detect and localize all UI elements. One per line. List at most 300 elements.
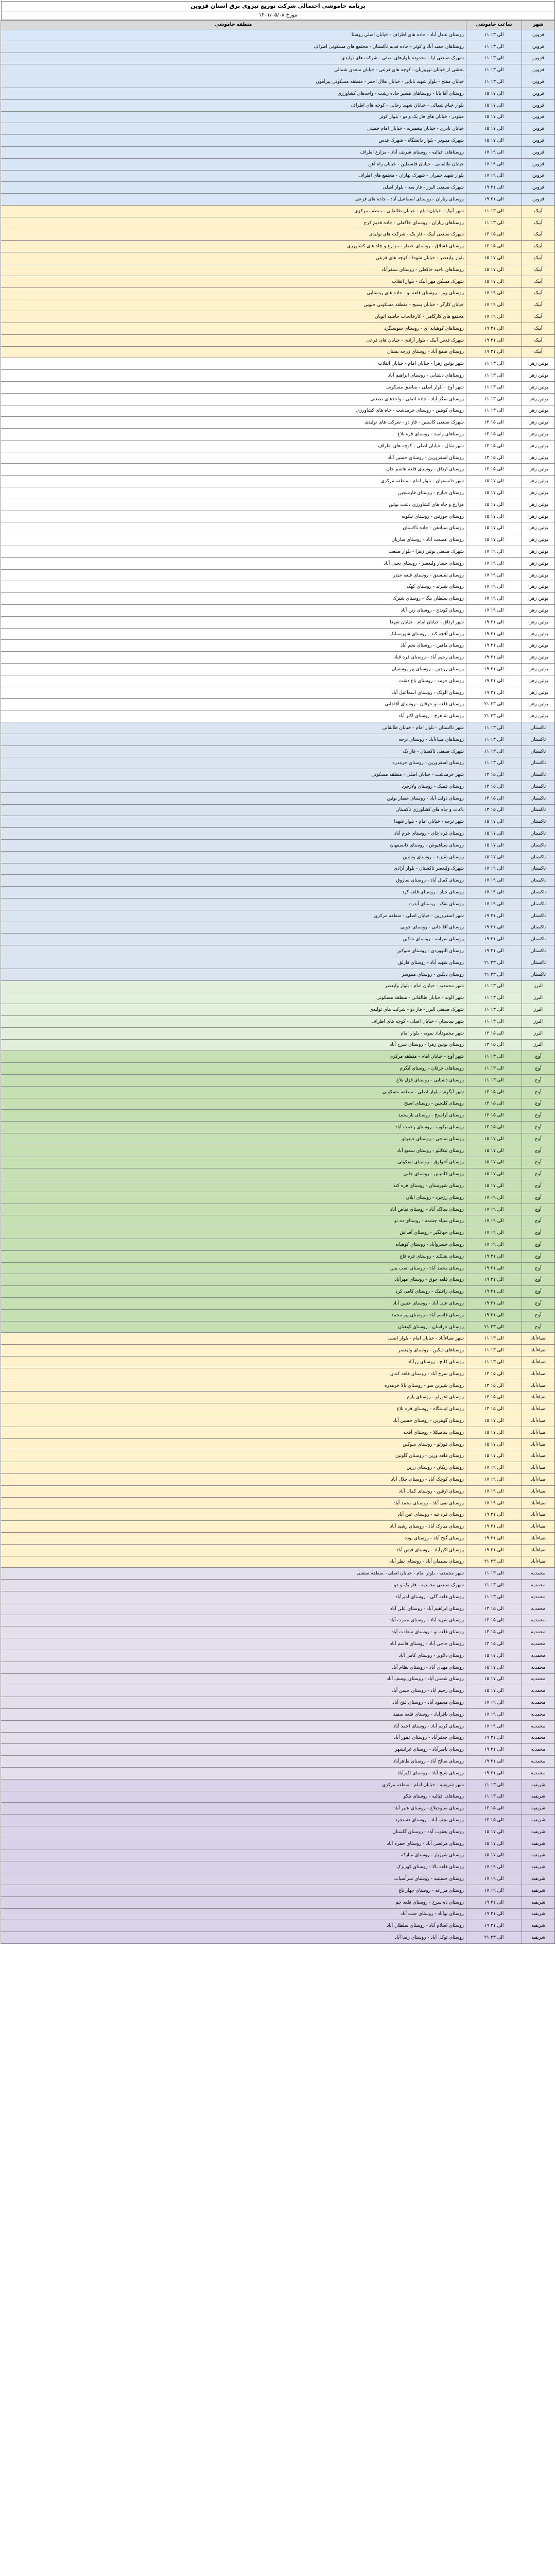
area-cell: روستای دولت آباد - روستای حصار بوئین [1,792,466,804]
city-cell: تاکستان [522,792,555,804]
table-row [1,111,555,123]
time-cell: ۱۹ الی ۲۱ [466,1533,522,1545]
time-cell: ۱۳ الی ۱۵ [466,464,522,476]
table-row [1,499,555,511]
city-cell: آوج [522,1204,555,1215]
table-row [1,158,555,170]
column-header-area: منطقه خاموشی [1,21,466,29]
area-cell: روستای سیاه چشمه - روستای ده نو [1,1215,466,1227]
time-cell: ۱۹ الی ۲۱ [466,910,522,922]
city-cell: بوئین زهرا [522,652,555,664]
time-cell: ۱۱ الی ۱۳ [466,1015,522,1027]
table-row [1,992,555,1004]
area-cell: روستای نوآباد - روستای جنت آباد [1,1908,466,1920]
city-cell: محمدیه [522,1626,555,1638]
time-cell: ۱۹ الی ۲۱ [466,323,522,334]
table-row [1,605,555,617]
table-row [1,487,555,499]
city-cell: محمدیه [522,1591,555,1603]
table-row [1,123,555,135]
city-cell: آوج [522,1239,555,1251]
area-cell: شهر آبگرم - بلوار اصلی - منطقه مسکونی [1,1086,466,1098]
area-cell: روستای یعقوب آباد - روستای گلستان [1,1826,466,1838]
city-cell: البرز [522,1015,555,1027]
area-cell: روستای قره چای - روستای خرم آباد [1,828,466,840]
area-cell: روستای آقا جانی - روستای خونی [1,922,466,934]
table-row [1,1145,555,1157]
city-cell: شریفیه [522,1850,555,1861]
city-cell: محمدیه [522,1615,555,1626]
city-cell: قزوین [522,158,555,170]
city-cell: قزوین [522,76,555,88]
area-cell: روستای قشلاق - روستای حصار - مزارع و چاه های کشاورزی [1,241,466,252]
time-cell: ۱۷ الی ۱۹ [466,1720,522,1732]
city-cell: بوئین زهرا [522,429,555,440]
table-row [1,804,555,816]
area-cell: روستاهای خرقان - روستای آبگرم [1,1063,466,1075]
time-cell: ۱۹ الی ۲۱ [466,640,522,652]
area-cell: روستای کوهین - روستای خرمدشت - چاه های کشاورزی [1,405,466,417]
city-cell: آبیک [522,241,555,252]
time-cell: ۲۱ الی ۲۳ [466,699,522,710]
area-cell: روستای ناصرآباد - روستای ایرانشهر [1,1744,466,1756]
table-row [1,1133,555,1145]
table-row [1,182,555,194]
city-cell: آبیک [522,205,555,217]
area-cell: روستای ایستگاه - روستای قره بلاغ [1,1403,466,1415]
time-cell: ۱۱ الی ۱۳ [466,53,522,64]
table-row [1,1732,555,1744]
table-row [1,1438,555,1450]
area-cell: شهر آوج - خیابان امام - منطقه مرکزی [1,1051,466,1063]
area-cell: روستای الولک - روستای اسماعیل آباد [1,687,466,699]
city-cell: قزوین [522,29,555,41]
area-cell: روستای سیاهپوش - روستای دانسفهان [1,839,466,851]
area-cell: روستای نیکویه - روستای رحمت آباد [1,1122,466,1133]
area-cell: روستای آقا بابا - روستاهای مسیر جاده رشت - واحدهای کشاورزی [1,88,466,99]
city-cell: قزوین [522,170,555,182]
area-cell: روستای حصار ولیعصر - روستای یحیی آباد [1,557,466,569]
area-cell: روستای ارقین - روستای کمال آباد [1,1485,466,1497]
time-cell: ۱۷ الی ۱۹ [466,1497,522,1509]
table-row [1,1509,555,1521]
city-cell: آبیک [522,287,555,299]
table-row [1,135,555,147]
city-cell: ضیاءآباد [522,1450,555,1462]
time-cell: ۲۱ الی ۲۳ [466,1556,522,1568]
city-cell: تاکستان [522,781,555,793]
time-cell: ۱۱ الی ۱۳ [466,358,522,370]
area-cell: شهر ارداق - خیابان امام - خیابان شهدا [1,616,466,628]
city-cell: تاکستان [522,769,555,781]
time-cell: ۱۵ الی ۱۷ [466,1180,522,1192]
table-row [1,734,555,745]
area-cell: روستای مرتضی آباد - روستای حمزه آباد [1,1838,466,1850]
table-row [1,1485,555,1497]
area-cell: روستاهای ناحیه خاکعلی - روستای سنقرآباد [1,264,466,276]
table-row [1,1920,555,1932]
table-row [1,440,555,452]
city-cell: تاکستان [522,945,555,957]
city-cell: آوج [522,1215,555,1227]
table-row [1,464,555,476]
city-cell: آبیک [522,346,555,358]
time-cell: ۱۷ الی ۱۹ [466,863,522,875]
area-cell: شهر اسفرورین - خیابان اصلی - منطقه مرکزی [1,910,466,922]
table-row [1,276,555,287]
area-cell: روستای بشکند - روستای قره قاج [1,1250,466,1262]
time-cell: ۱۳ الی ۱۵ [466,1086,522,1098]
time-cell: ۱۱ الی ۱۳ [466,76,522,88]
table-row [1,452,555,464]
city-cell: بوئین زهرا [522,569,555,581]
area-cell: روستای سامیکلا - روستای آقچه [1,1427,466,1438]
table-row [1,546,555,558]
time-cell: ۱۱ الی ۱۳ [466,1580,522,1591]
table-row [1,1392,555,1403]
city-cell: آبیک [522,299,555,311]
time-cell: ۱۹ الی ۲۱ [466,194,522,206]
time-cell: ۱۷ الی ۱۹ [466,146,522,158]
table-row [1,417,555,429]
time-cell: ۱۵ الی ۱۷ [466,839,522,851]
city-cell: محمدیه [522,1673,555,1685]
time-cell: ۱۱ الی ۱۳ [466,41,522,53]
area-cell: شهر محمودآباد نمونه - بلوار امام [1,1027,466,1039]
area-cell: شهر تاکستان - بلوار امام - خیابان طالقانی [1,722,466,734]
area-cell: روستای حاجی آباد - روستای قاسم آباد [1,1638,466,1650]
city-cell: شریفیه [522,1815,555,1826]
table-row [1,1591,555,1603]
city-cell: محمدیه [522,1568,555,1580]
table-row [1,346,555,358]
city-cell: محمدیه [522,1744,555,1756]
area-cell: روستای کریم آباد - روستای احمد آباد [1,1720,466,1732]
time-cell: ۱۹ الی ۲۱ [466,1767,522,1779]
city-cell: شریفیه [522,1779,555,1791]
city-cell: ضیاءآباد [522,1485,555,1497]
time-cell: ۱۵ الی ۱۷ [466,135,522,147]
area-cell: روستای شیخ آباد - روستای اکبرآباد [1,1767,466,1779]
time-cell: ۱۵ الی ۱۷ [466,851,522,863]
time-cell: ۱۹ الی ۲۱ [466,1908,522,1920]
table-row [1,1779,555,1791]
city-cell: ضیاءآباد [522,1438,555,1450]
table-row [1,1204,555,1215]
city-cell: ضیاءآباد [522,1497,555,1509]
time-cell: ۱۹ الی ۲۱ [466,934,522,945]
city-cell: بوئین زهرا [522,616,555,628]
table-row [1,229,555,241]
time-cell: ۱۷ الی ۱۹ [466,158,522,170]
time-cell: ۱۱ الی ۱۳ [466,757,522,769]
time-cell: ۱۱ الی ۱۳ [466,1791,522,1803]
time-cell: ۱۷ الی ۱۹ [466,1239,522,1251]
table-row [1,1873,555,1885]
table-row [1,1333,555,1345]
city-cell: البرز [522,992,555,1004]
area-cell: روستای اللهوردی - روستای سوکین [1,945,466,957]
area-cell: روستای توکل آباد - روستای رضا آباد [1,1932,466,1944]
table-row [1,1063,555,1075]
time-cell: ۱۵ الی ۱۷ [466,1673,522,1685]
table-row [1,1815,555,1826]
time-cell: ۱۷ الی ۱۹ [466,569,522,581]
area-cell: روستای سالک آباد - روستای فیاض آباد [1,1204,466,1215]
city-cell: شریفیه [522,1932,555,1944]
table-row [1,1474,555,1486]
time-cell: ۲۱ الی ۲۳ [466,710,522,722]
table-row [1,1286,555,1298]
time-cell: ۱۵ الی ۱۷ [466,1826,522,1838]
time-cell: ۱۹ الی ۲۱ [466,1509,522,1521]
area-cell: روستای ویر - روستای قلعه نو - جاده های روستایی [1,287,466,299]
time-cell: ۱۵ الی ۱۷ [466,1685,522,1697]
time-cell: ۱۹ الی ۲۱ [466,1920,522,1932]
city-cell: محمدیه [522,1685,555,1697]
area-cell: مزارع و چاه های کشاورزی دشت بوئین [1,499,466,511]
table-row [1,664,555,675]
city-cell: بوئین زهرا [522,581,555,593]
city-cell: آبیک [522,323,555,334]
city-cell: بوئین زهرا [522,358,555,370]
time-cell: ۱۳ الی ۱۵ [466,1803,522,1815]
city-cell: محمدیه [522,1697,555,1709]
table-row [1,381,555,393]
time-cell: ۱۵ الی ۱۷ [466,1838,522,1850]
table-row [1,1580,555,1591]
table-row [1,1697,555,1709]
area-cell: شهر دانسفهان - بلوار امام - منطقه مرکزی [1,476,466,487]
time-cell: ۱۳ الی ۱۵ [466,1403,522,1415]
table-row [1,616,555,628]
table-row [1,945,555,957]
area-cell: روستای سرخ آباد - روستای قلعه کندی [1,1368,466,1380]
area-cell: روستاهای ضیاءآباد - روستای نرجه [1,734,466,745]
time-cell: ۱۷ الی ۱۹ [466,287,522,299]
area-cell: بلوار خیام شمالی - خیابان شهید رجایی - کوچه های اطراف [1,99,466,111]
city-cell: ضیاءآباد [522,1533,555,1545]
city-cell: آوج [522,1051,555,1063]
time-cell: ۱۳ الی ۱۵ [466,1098,522,1110]
table-row [1,1051,555,1063]
table-row [1,557,555,569]
time-cell: ۱۱ الی ۱۳ [466,64,522,76]
city-cell: ضیاءآباد [522,1462,555,1474]
time-cell: ۲۱ الی ۲۳ [466,1932,522,1944]
time-cell: ۱۱ الی ۱۳ [466,980,522,992]
table-row [1,1157,555,1168]
city-cell: قزوین [522,53,555,64]
area-cell: روستاهای اقبالیه - روستای تلکو [1,1791,466,1803]
table-row [1,1885,555,1896]
table-row [1,1427,555,1438]
time-cell: ۱۹ الی ۲۱ [466,675,522,687]
city-cell: البرز [522,980,555,992]
table-row [1,969,555,980]
area-cell: روستای جعفرآباد - روستای غفور آباد [1,1732,466,1744]
column-header-city: شهر [522,21,555,29]
table-row [1,1720,555,1732]
area-cell: روستای رزجرد - روستای ایلان [1,1192,466,1204]
table-row [1,769,555,781]
city-cell: ضیاءآباد [522,1333,555,1345]
city-cell: بوئین زهرا [522,687,555,699]
area-cell: روستای اغوزلو - روستای یارم [1,1392,466,1403]
area-cell: شهر الوند - خیابان طالقانی - منطقه مسکونی [1,992,466,1004]
time-cell: ۱۹ الی ۲۱ [466,1744,522,1756]
city-cell: آوج [522,1309,555,1321]
time-cell: ۱۳ الی ۱۵ [466,769,522,781]
area-cell: شهرک صنعتی تاکستان - فاز یک [1,745,466,757]
time-cell: ۱۵ الی ۱۷ [466,816,522,828]
city-cell: بوئین زهرا [522,452,555,464]
table-row [1,1708,555,1720]
area-cell: شهر آوج - بلوار اصلی - مناطق مسکونی [1,381,466,393]
city-cell: شریفیه [522,1920,555,1932]
document-title: برنامه خاموشی احتمالی شرکت توزیع نیروی برق استان قزوین [1,1,555,11]
area-cell: روستاهای زیاران - روستای خاکعلی - جاده قدیم کرج [1,217,466,229]
table-row [1,1098,555,1110]
table-row [1,1168,555,1180]
area-cell: روستای جزمه - روستای باغ دشت [1,675,466,687]
time-cell: ۱۵ الی ۱۷ [466,1450,522,1462]
time-cell: ۱۱ الی ۱۳ [466,745,522,757]
time-cell: ۱۵ الی ۱۷ [466,1415,522,1427]
time-cell: ۱۵ الی ۱۷ [466,1133,522,1145]
time-cell: ۱۷ الی ۱۹ [466,1204,522,1215]
area-cell: روستای سگز آباد - جاده اصلی - واحدهای صنعتی [1,393,466,405]
table-row [1,393,555,405]
table-row [1,252,555,264]
time-cell: ۱۱ الی ۱۳ [466,1568,522,1580]
table-row [1,1074,555,1086]
table-row [1,64,555,76]
city-cell: تاکستان [522,957,555,969]
area-cell: روستای قلعه نو خرقان - روستای آقاجانی [1,699,466,710]
city-cell: محمدیه [522,1767,555,1779]
city-cell: آوج [522,1063,555,1075]
table-row [1,1015,555,1027]
time-cell: ۱۵ الی ۱۷ [466,264,522,276]
time-cell: ۱۹ الی ۲۱ [466,628,522,640]
city-cell: ضیاءآباد [522,1380,555,1392]
area-cell: روستای خوزنین - روستای نیکویه [1,511,466,522]
time-cell: ۲۱ الی ۲۳ [466,1321,522,1333]
time-cell: ۱۵ الی ۱۷ [466,1650,522,1662]
city-cell: محمدیه [522,1650,555,1662]
city-cell: آبیک [522,217,555,229]
table-row [1,722,555,734]
area-cell: روستای گنج آباد - روستای نوده [1,1533,466,1545]
city-cell: بوئین زهرا [522,499,555,511]
city-cell: بوئین زهرا [522,440,555,452]
time-cell: ۱۵ الی ۱۷ [466,487,522,499]
table-row [1,1227,555,1239]
table-row [1,1744,555,1756]
time-cell: ۱۵ الی ۱۷ [466,1427,522,1438]
city-cell: تاکستان [522,745,555,757]
area-cell: روستای دشتابی - روستای قزل بلاغ [1,1074,466,1086]
table-row [1,146,555,158]
time-cell: ۱۹ الی ۲۱ [466,1756,522,1768]
area-cell: روستای حسینیه - روستای سرآسیاب [1,1873,466,1885]
table-row [1,980,555,992]
area-cell: روستای دیکین - روستای مینوسر [1,969,466,980]
area-cell: روستای سرامه - روستای شکین [1,934,466,945]
area-cell: روستای ده سرخ - روستای قلعه چم [1,1896,466,1908]
table-row [1,640,555,652]
time-cell: ۱۳ الی ۱۵ [466,781,522,793]
table-row [1,1345,555,1357]
area-cell: شهرک مسکن مهر آبیک - بلوار انقلاب [1,276,466,287]
table-row [1,757,555,769]
area-cell: روستاهای دیکین - روستای ولیعصر [1,1345,466,1357]
area-cell: روستای اسفرورین - روستای خرمدره [1,757,466,769]
time-cell: ۱۷ الی ۱۹ [466,1474,522,1486]
area-cell: روستای قلعه نو - روستای سعادت آباد [1,1626,466,1638]
area-cell: روستای محمود آباد - روستای فتح آباد [1,1697,466,1709]
city-cell: آوج [522,1321,555,1333]
area-cell: روستای قوزلو - روستای سوکین [1,1438,466,1450]
city-cell: بوئین زهرا [522,640,555,652]
city-cell: تاکستان [522,969,555,980]
table-row [1,1662,555,1673]
city-cell: آبیک [522,276,555,287]
city-cell: ضیاءآباد [522,1403,555,1415]
city-cell: ضیاءآباد [522,1368,555,1380]
time-cell: ۱۷ الی ۱۹ [466,1485,522,1497]
area-cell: روستای شیزند - روستای وشتین [1,851,466,863]
table-row [1,1380,555,1392]
city-cell: محمدیه [522,1603,555,1615]
table-row [1,851,555,863]
area-cell: روستای اکبرآباد - روستای فیض آباد [1,1544,466,1556]
city-cell: بوئین زهرا [522,476,555,487]
time-cell: ۱۵ الی ۱۷ [466,499,522,511]
time-cell: ۱۳ الی ۱۵ [466,1638,522,1650]
area-cell: خیابان طالقانی - خیابان فلسطین - خیابان راه آهن [1,158,466,170]
table-row [1,311,555,323]
area-cell: روستای صالح آباد - روستای طاهرآباد [1,1756,466,1768]
city-cell: ضیاءآباد [522,1521,555,1533]
city-cell: آبیک [522,229,555,241]
table-row [1,816,555,828]
table-row [1,699,555,710]
table-row [1,1861,555,1873]
table-row [1,1756,555,1768]
time-cell: ۱۵ الی ۱۷ [466,1850,522,1861]
city-cell: ضیاءآباد [522,1544,555,1556]
time-cell: ۱۱ الی ۱۳ [466,393,522,405]
time-cell: ۱۹ الی ۲۱ [466,1521,522,1533]
table-row [1,1462,555,1474]
document-date: مورخ ۱۴۰۱/۰۵/۰۸ [1,11,555,20]
table-row [1,1357,555,1368]
city-cell: آوج [522,1180,555,1192]
time-cell: ۱۵ الی ۱۷ [466,1145,522,1157]
table-row [1,334,555,346]
city-cell: تاکستان [522,839,555,851]
city-cell: بوئین زهرا [522,511,555,522]
city-cell: بوئین زهرا [522,522,555,534]
city-cell: محمدیه [522,1732,555,1744]
time-cell: ۱۳ الی ۱۵ [466,1815,522,1826]
area-cell: روستای قره تپه - روستای عین آباد [1,1509,466,1521]
city-cell: البرز [522,1027,555,1039]
table-row [1,863,555,875]
city-cell: تاکستان [522,910,555,922]
